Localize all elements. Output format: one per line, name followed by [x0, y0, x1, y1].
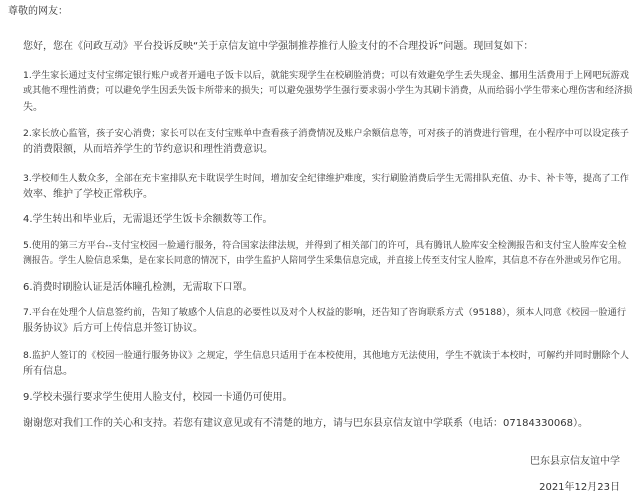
closing-paragraph: 谢谢您对我们工作的关心和支持。若您有建议意见或有不清楚的地方，请与巴东县京信友谊中学联系（电话：07184330068）。 — [23, 418, 588, 429]
reply-item-line: 9.学校未强行要求学生使用人脸支付，校园一卡通仍可使用。 — [23, 392, 293, 403]
reply-item-line: 2.家长放心监管，孩子安心消费；家长可以在支付宝账单中查看孩子消费情况及账户余额信息等，可对孩子的消费进行管理，在小程序中可以设定孩子 — [23, 128, 629, 139]
reply-item-line: 的消费限额，从而培养学生的节约意识和理性消费意识。 — [23, 144, 273, 155]
reply-item-line: 5.使用的第三方平台--支付宝校园一脸通行服务，符合国家法律法规，并得到了相关部门的许可，具有腾讯人脸库安全检测报告和支付宝人脸库安全检 — [23, 240, 627, 251]
signature-organization: 巴东县京信友谊中学 — [530, 456, 620, 467]
reply-item-line: 失。 — [23, 102, 43, 113]
reply-item-line: 3.学校师生人数众多，全部在充卡室排队充卡耽误学生时间，增加安全纪律维护难度，实行刷脸消费后学生无需排队充值、办卡、补卡等，提高了工作 — [23, 173, 629, 184]
reply-item-line: 或其他不理性消费；可以避免学生因丢失饭卡所带来的损失；可以避免强势学生强行要求弱小学生为其刷卡消费，从而给弱小学生带来心理伤害和经济损 — [23, 86, 633, 96]
signature-date: 2021年12月23日 — [539, 482, 620, 493]
reply-item-line: 效率、维护了学校正常秩序。 — [23, 189, 153, 200]
salutation: 尊敬的网友： — [8, 6, 68, 17]
reply-item-line: 8.监护人签订的《校园一脸通行服务协议》之规定，学生信息只适用于在本校使用，其他地方无法使用，学生不就读于本校时，可解约并同时删除个人 — [23, 350, 629, 361]
reply-item-line: 6.消费时刷脸认证是活体瞳孔检测，无需取下口罩。 — [23, 282, 253, 293]
reply-item-line: 1.学生家长通过支付宝绑定银行账户或者开通电子饭卡以后，就能实现学生在校刷脸消费；可以有效避免学生丢失现金、挪用生活费用于上网吧玩游戏 — [23, 70, 629, 81]
reply-item-line: 所有信息。 — [23, 366, 73, 377]
intro-paragraph: 您好，您在《问政互动》平台投诉反映“关于京信友谊中学强制推荐推行人脸支付的不合理投诉”问题。现回复如下： — [23, 41, 534, 52]
reply-item-line: 7.平台在处理个人信息签约前，告知了敏感个人信息的必要性以及对个人权益的影响，还告知了咨询联系方式（95188），须本人同意《校园一脸通行 — [23, 307, 627, 318]
reply-item-line: 服务协议》后方可上传信息并签订协议。 — [23, 323, 203, 334]
reply-item-line: 4.学生转出和毕业后，无需退还学生饭卡余额数等工作。 — [23, 214, 273, 225]
reply-item-line: 测报告。学生人脸信息采集，是在家长同意的情况下，由学生监护人陪同学生采集信息完成，并直接上传至支付宝人脸库，其信息不存在外泄或另作它用。 — [23, 256, 627, 266]
